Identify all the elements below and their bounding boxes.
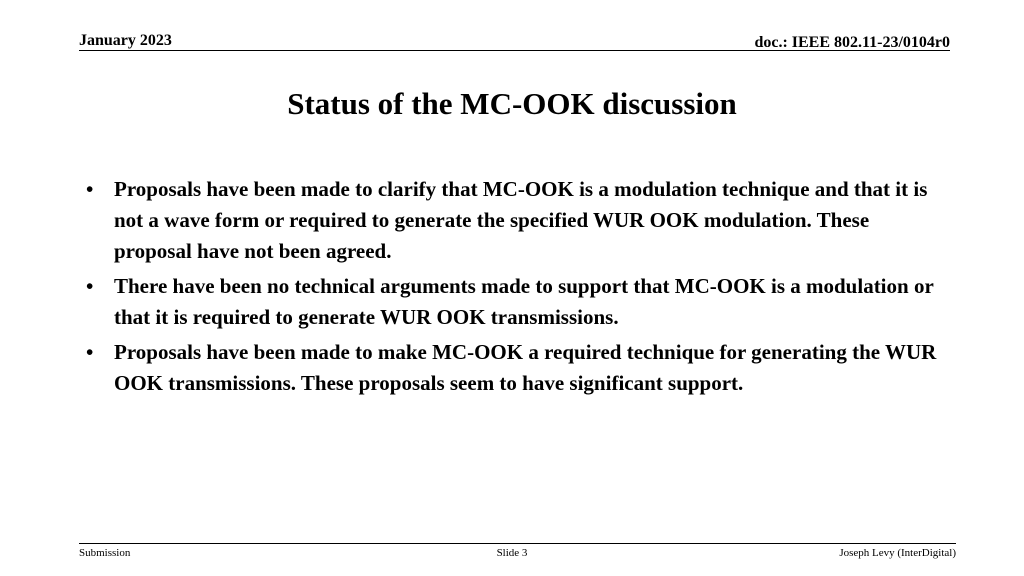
bullet-icon: • [86, 274, 94, 298]
header-date: January 2023 [79, 32, 172, 49]
footer-author: Joseph Levy (InterDigital) [839, 547, 956, 559]
header-divider [79, 50, 950, 51]
bullet-item [82, 337, 952, 399]
bullet-text: There have been no technical arguments made to support that MC-OOK is a modulation or that it is required to generate WUR OOK transmissions. [114, 274, 934, 329]
bullet-list [82, 174, 952, 403]
bullet-text: Proposals have been made to clarify that MC-OOK is a modulation technique and that it is not a wave form or required to generate the specified WUR OOK modulation. These proposal have not been agreed. [114, 177, 928, 263]
bullet-icon: • [86, 177, 94, 201]
bullet-item [82, 271, 952, 333]
footer-slide-number: Slide 3 [496, 547, 528, 559]
bullet-icon: • [86, 340, 94, 364]
bullet-item [82, 174, 952, 267]
footer-divider [79, 543, 956, 544]
bullet-text: Proposals have been made to make MC-OOK a required technique for generating the WUR OOK transmissions. These proposals seem to have significant support. [114, 340, 937, 395]
header-doc-id: doc.: IEEE 802.11-23/0104r0 [754, 34, 950, 51]
slide-title: Status of the MC-OOK discussion [287, 86, 737, 121]
footer-submission: Submission [79, 547, 131, 559]
